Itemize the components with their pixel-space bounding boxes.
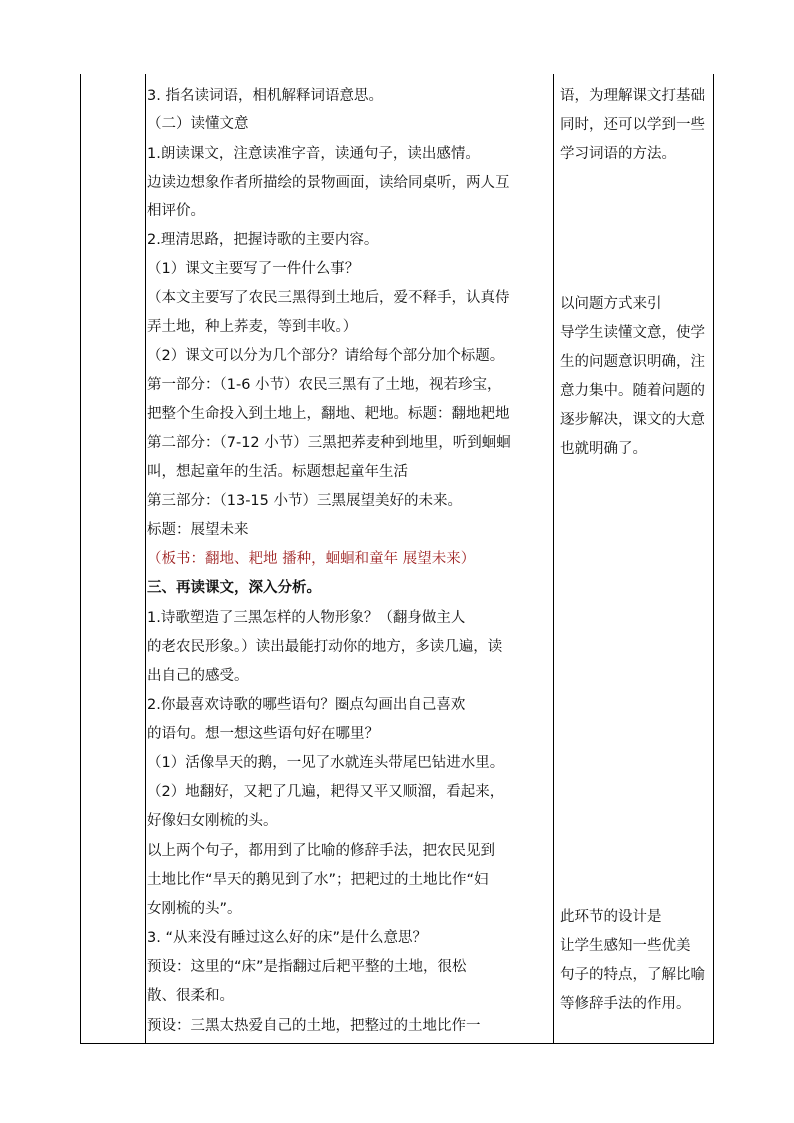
lesson-process-column [147,74,553,1044]
table-border-right [713,74,714,1044]
text-line: 第三部分：（13-15 小节）三黑展望美好的未来。 [147,493,462,509]
text-line: 散、很柔和。 [147,988,234,1004]
note-line: 学习词语的方法。 [560,146,676,162]
text-line: 第一部分：（1-6 小节）农民三黑有了土地，视若珍宝， [147,377,502,393]
text-line: 的语句。想一想这些语句好在哪里？ [147,726,379,742]
text-line: 好像妇女刚梳的头。 [147,813,278,829]
text-line: 1.朗读课文，注意读准字音，读通句子，读出感情。 [147,146,480,162]
section-heading: 三、再读课文，深入分析。 [147,580,321,596]
note-line: 语，为理解课文打基础 [560,88,705,104]
note-line: 意力集中。随着问题的 [560,383,705,399]
note-line: 导学生读懂文意，使学 [560,325,705,341]
text-line: 边读边想象作者所描绘的景物画面，读给同桌听，两人互 [147,175,510,191]
text-line: （1）活像旱天的鹅，一见了水就连头带尾巴钻进水里。 [147,755,505,771]
text-line: （本文主要写了农民三黑得到土地后，爱不释手，认真侍 [147,290,510,306]
column-divider-1 [145,74,146,1044]
note-line: 让学生感知一些优美 [560,938,691,954]
text-line: 2.你最喜欢诗歌的哪些语句？圈点勾画出自己喜欢 [147,697,466,713]
text-line: 把整个生命投入到土地上，翻地、耙地。标题：翻地耙地 [147,406,510,422]
question-line: （1）课文主要写了一件什么事？ [147,261,360,277]
text-line: 出自己的感受。 [147,668,249,684]
note-line: 此环节的设计是 [560,909,662,925]
text-line: 叫，想起童年的生活。标题想起童年生活 [147,464,408,480]
text-line: （2）地翻好，又耙了几遍，耙得又平又顺溜，看起来， [147,784,505,800]
text-line: 3. 指名读词语，相机解释词语意思。 [147,88,383,104]
text-line: 第二部分：（7-12 小节）三黑把荞麦种到地里，听到蛔蛔 [147,435,511,451]
question-line: （2）课文可以分为几个部分？请给每个部分加个标题。 [147,348,505,364]
text-line: 土地比作“旱天的鹅见到了水”；把耙过的土地比作“妇 [147,872,489,888]
text-line: 以上两个句子，都用到了比喻的修辞手法，把农民见到 [147,843,495,859]
text-line: 预设：这里的“床”是指翻过后耙平整的土地，很松 [147,959,467,975]
lesson-plan-table [80,74,714,1044]
text-line: 1.诗歌塑造了三黑怎样的人物形象？（翻身做主人 [147,610,466,626]
note-line: 以问题方式来引 [560,296,662,312]
column-divider-2 [553,74,554,1044]
note-line: 也就明确了。 [560,441,647,457]
note-line: 生的问题意识明确，注 [560,354,705,370]
text-line: 相评价。 [147,203,205,219]
table-border-left [80,74,81,1044]
note-line: 句子的特点，了解比喻 [560,967,705,983]
note-line: 同时，还可以学到一些 [560,117,705,133]
text-line: 标题：展望未来 [147,522,249,538]
text-line: 2.理清思路，把握诗歌的主要内容。 [147,232,379,248]
text-line: 预设：三黑太热爱自己的土地，把整过的土地比作一 [147,1018,481,1034]
question-line: 3. “从来没有睡过这么好的床”是什么意思？ [147,930,427,946]
text-line: 弄土地，种上荞麦，等到丰收。） [147,319,358,335]
text-line: 的老农民形象。）读出最能打动你的地方，多读几遍，读 [147,639,503,655]
blackboard-note: （板书：翻地、耙地 播种，蛔蛔和童年 展望未来） [147,551,476,567]
note-line: 等修辞手法的作用。 [560,996,691,1012]
note-line: 逐步解决，课文的大意 [560,412,705,428]
section-heading: （二）读懂文意 [147,116,249,132]
design-notes-column [556,74,712,1044]
text-line: 女刚梳的头”。 [147,901,242,917]
